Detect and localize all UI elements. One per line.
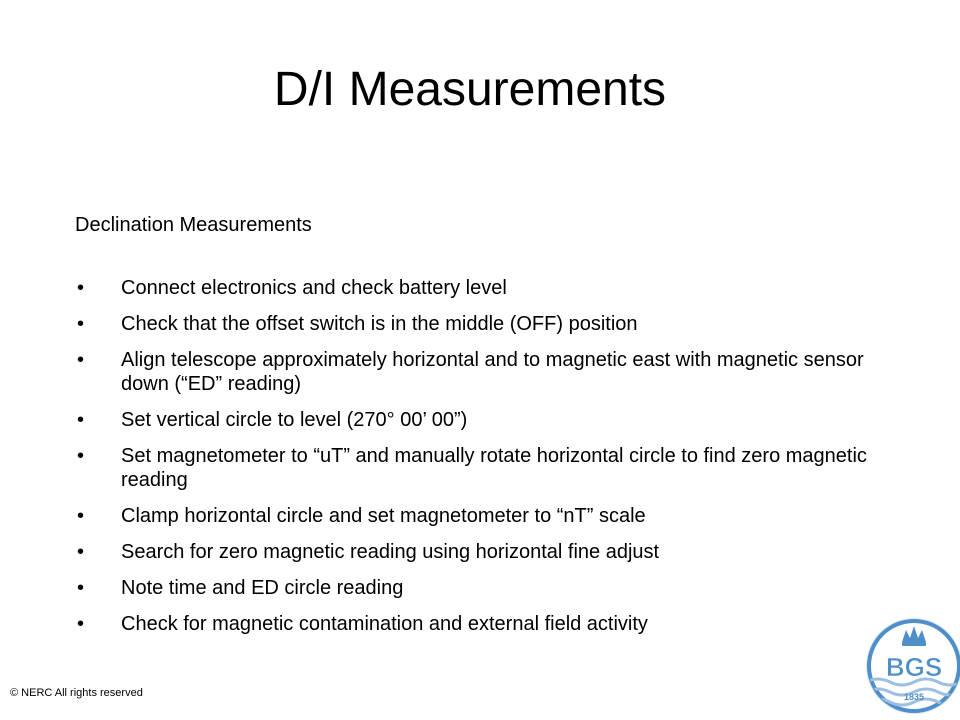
bullet-text: Check for magnetic contamination and external field activity: [121, 613, 648, 635]
bullet-icon: •: [77, 409, 85, 431]
bullet-icon: •: [77, 277, 85, 299]
bullet-icon: •: [77, 613, 85, 635]
bullet-item: [75, 612, 875, 636]
bullet-text: Connect electronics and check battery level: [121, 277, 507, 299]
bullet-item: [75, 576, 875, 600]
slide-title: D/I Measurements: [273, 63, 667, 116]
bgs-logo: [862, 614, 960, 714]
bullet-text: Set magnetometer to “uT” and manually rotate horizontal circle to find zero magnetic reading: [121, 445, 867, 491]
bullet-icon: •: [77, 577, 85, 599]
bullet-text: Note time and ED circle reading: [121, 577, 404, 599]
bullet-icon: •: [77, 313, 85, 335]
section-subtitle: Declination Measurements: [75, 214, 312, 236]
bullet-icon: •: [77, 445, 85, 467]
bullet-text: Check that the offset switch is in the middle (OFF) position: [121, 313, 638, 335]
bullet-item: [75, 504, 875, 528]
bullet-text: Clamp horizontal circle and set magnetometer to “nT” scale: [121, 505, 646, 527]
bullet-list: [75, 276, 875, 648]
bullet-icon: •: [77, 505, 85, 527]
copyright-notice: © NERC All rights reserved: [10, 687, 143, 699]
bullet-item: [75, 444, 875, 492]
bullet-item: [75, 276, 875, 300]
bullet-item: [75, 348, 875, 396]
bullet-item: [75, 312, 875, 336]
bullet-text: Align telescope approximately horizontal and to magnetic east with magnetic sensor down (“ED” reading): [121, 349, 864, 395]
bullet-item: [75, 540, 875, 564]
bullet-icon: •: [77, 349, 85, 371]
bullet-text: Set vertical circle to level (270° 00’ 00”): [121, 409, 468, 431]
bullet-item: [75, 408, 875, 432]
bullet-icon: •: [77, 541, 85, 563]
logo-text: BGS: [885, 652, 943, 682]
logo-year: 1835: [903, 692, 925, 702]
bullet-text: Search for zero magnetic reading using horizontal fine adjust: [121, 541, 660, 563]
